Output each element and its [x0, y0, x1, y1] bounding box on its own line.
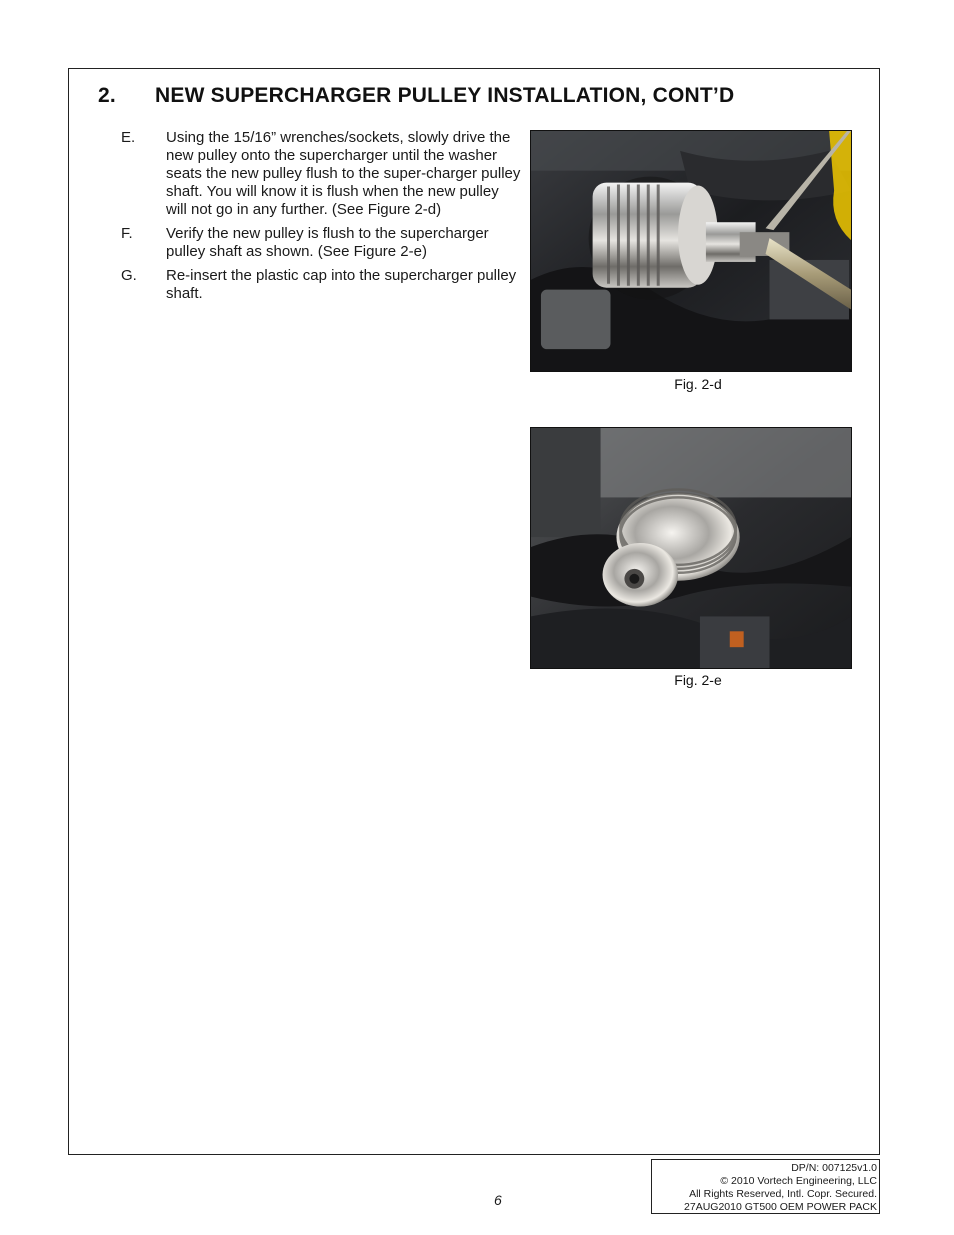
footer-rights: All Rights Reserved, Intl. Copr. Secured. — [689, 1188, 877, 1200]
pulley-wrench-image — [531, 131, 851, 371]
page-number: 6 — [494, 1192, 502, 1208]
section-number: 2. — [98, 84, 116, 107]
installed-pulley-image — [531, 428, 851, 668]
figure-2d-photo — [530, 130, 852, 372]
footer-copyright: © 2010 Vortech Engineering, LLC — [720, 1175, 877, 1187]
list-item — [121, 129, 521, 219]
figure-2e-caption: Fig. 2-e — [674, 672, 722, 688]
figure-2d-caption: Fig. 2-d — [674, 376, 722, 392]
list-item — [121, 267, 521, 303]
document-footer — [651, 1159, 880, 1214]
footer-part-number: DP/N: 007125v1.0 — [791, 1162, 877, 1174]
step-text: Verify the new pulley is flush to the supercharger pulley shaft as shown. (See Figure 2-e) — [166, 225, 489, 260]
step-letter: F. — [121, 225, 133, 242]
step-letter: G. — [121, 267, 137, 284]
section-title: NEW SUPERCHARGER PULLEY INSTALLATION, CONT’D — [155, 84, 735, 107]
figure-2e-photo — [530, 427, 852, 669]
step-letter: E. — [121, 129, 136, 146]
list-item — [121, 225, 521, 261]
step-text: Using the 15/16” wrenches/sockets, slowly drive the new pulley onto the supercharger until the washer seats the new pulley flush to the super-charger pulley shaft. You will know it is flush when the new pulley will not go in any further. (See Figure 2-d) — [166, 129, 521, 218]
instruction-list — [121, 129, 521, 309]
step-text: Re-insert the plastic cap into the supercharger pulley shaft. — [166, 267, 517, 302]
footer-doc-id: 27AUG2010 GT500 OEM POWER PACK — [684, 1201, 877, 1213]
section-heading — [98, 84, 734, 108]
